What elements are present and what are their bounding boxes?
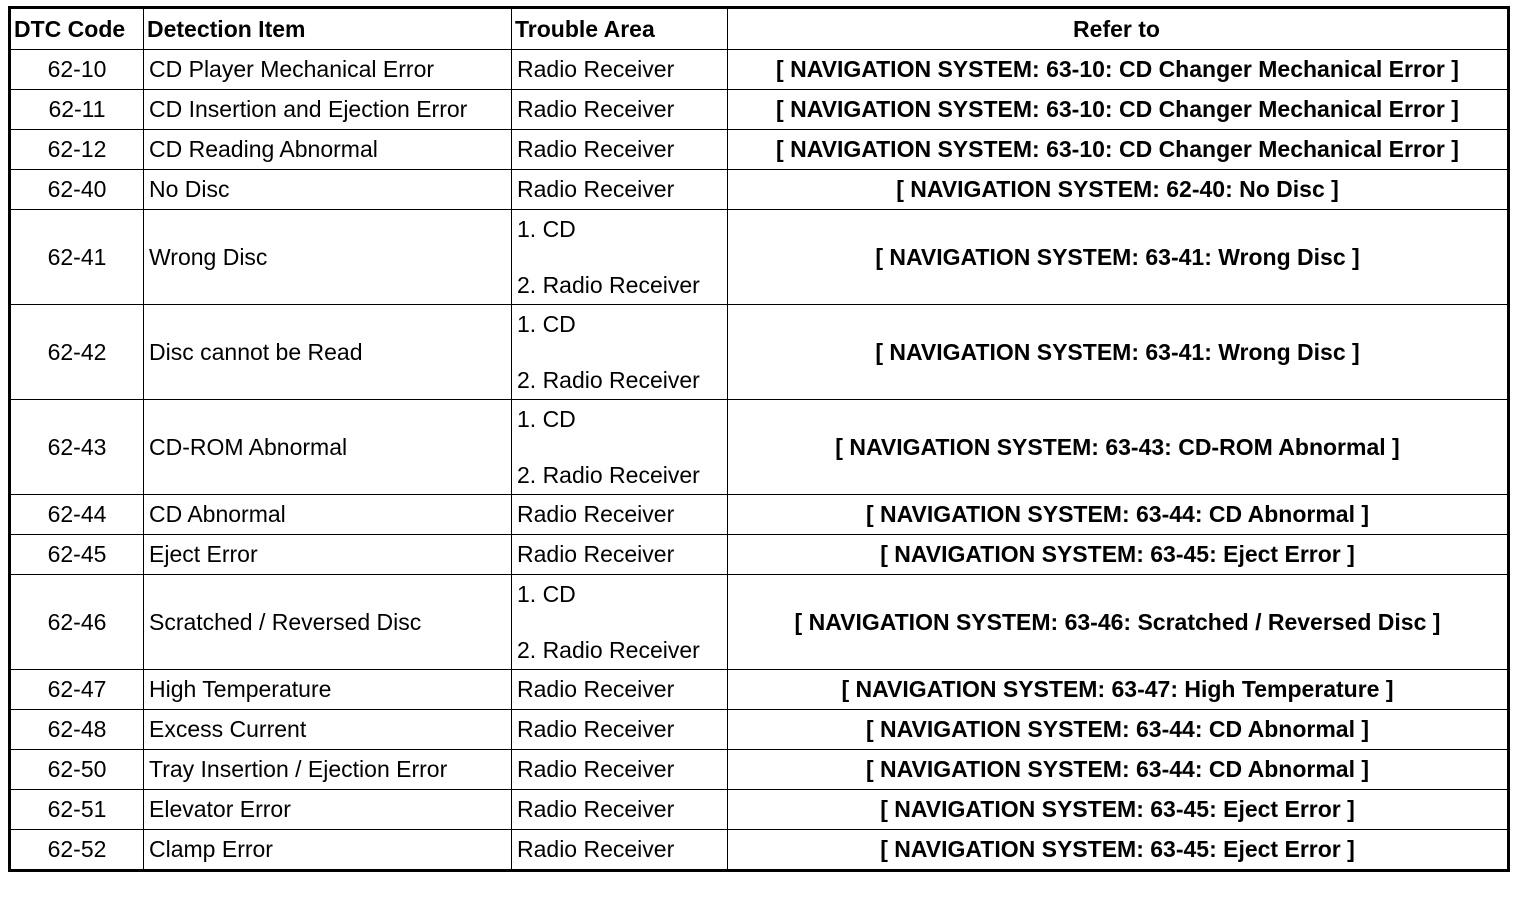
table-row — [10, 670, 1509, 710]
detection-item-cell: No Disc — [144, 170, 512, 210]
trouble-area-item: 1. CD — [517, 311, 576, 337]
dtc-code-cell: 62-10 — [10, 50, 144, 90]
table-row — [10, 710, 1509, 750]
detection-item-cell: High Temperature — [144, 670, 512, 710]
table-header-row — [10, 8, 1509, 50]
dtc-code-cell: 62-43 — [10, 400, 144, 495]
refer-to-cell: [ NAVIGATION SYSTEM: 63-46: Scratched / Reversed Disc ] — [728, 575, 1509, 670]
detection-item-cell: Elevator Error — [144, 790, 512, 830]
dtc-code-cell: 62-47 — [10, 670, 144, 710]
detection-item-cell: CD Abnormal — [144, 495, 512, 535]
trouble-area-cell: Radio Receiver — [512, 130, 728, 170]
trouble-area-item: 2. Radio Receiver — [517, 366, 700, 393]
dtc-table — [8, 6, 1510, 872]
dtc-code-cell: 62-46 — [10, 575, 144, 670]
trouble-area-cell: Radio Receiver — [512, 750, 728, 790]
trouble-area-cell — [512, 575, 728, 670]
table-body — [10, 50, 1509, 871]
header-refer-to: Refer to — [728, 8, 1509, 50]
header-dtc-code: DTC Code — [10, 8, 144, 50]
dtc-code-cell: 62-48 — [10, 710, 144, 750]
refer-to-cell: [ NAVIGATION SYSTEM: 63-44: CD Abnormal ] — [728, 495, 1509, 535]
table-row — [10, 130, 1509, 170]
table-row — [10, 830, 1509, 871]
trouble-area-list — [517, 581, 722, 663]
detection-item-cell: Excess Current — [144, 710, 512, 750]
refer-to-cell: [ NAVIGATION SYSTEM: 63-47: High Temperature ] — [728, 670, 1509, 710]
refer-to-cell: [ NAVIGATION SYSTEM: 63-10: CD Changer Mechanical Error ] — [728, 90, 1509, 130]
dtc-code-cell: 62-45 — [10, 535, 144, 575]
dtc-code-cell: 62-50 — [10, 750, 144, 790]
table-row — [10, 210, 1509, 305]
detection-item-cell: Eject Error — [144, 535, 512, 575]
trouble-area-cell — [512, 210, 728, 305]
dtc-code-cell: 62-11 — [10, 90, 144, 130]
table-row — [10, 305, 1509, 400]
refer-to-cell: [ NAVIGATION SYSTEM: 63-41: Wrong Disc ] — [728, 210, 1509, 305]
dtc-code-cell: 62-41 — [10, 210, 144, 305]
detection-item-cell: Tray Insertion / Ejection Error — [144, 750, 512, 790]
trouble-area-cell: Radio Receiver — [512, 535, 728, 575]
trouble-area-item: 2. Radio Receiver — [517, 271, 700, 298]
dtc-code-cell: 62-42 — [10, 305, 144, 400]
dtc-code-cell: 62-12 — [10, 130, 144, 170]
trouble-area-list — [517, 406, 722, 488]
detection-item-cell: Scratched / Reversed Disc — [144, 575, 512, 670]
detection-item-cell: CD Reading Abnormal — [144, 130, 512, 170]
table-row — [10, 170, 1509, 210]
trouble-area-cell: Radio Receiver — [512, 495, 728, 535]
trouble-area-cell: Radio Receiver — [512, 710, 728, 750]
detection-item-cell: CD Player Mechanical Error — [144, 50, 512, 90]
trouble-area-cell: Radio Receiver — [512, 830, 728, 871]
trouble-area-cell: Radio Receiver — [512, 170, 728, 210]
detection-item-cell: Wrong Disc — [144, 210, 512, 305]
header-detection-item: Detection Item — [144, 8, 512, 50]
trouble-area-cell: Radio Receiver — [512, 90, 728, 130]
refer-to-cell: [ NAVIGATION SYSTEM: 63-45: Eject Error ] — [728, 830, 1509, 871]
trouble-area-item: 2. Radio Receiver — [517, 636, 700, 663]
trouble-area-item: 2. Radio Receiver — [517, 461, 700, 488]
dtc-code-cell: 62-52 — [10, 830, 144, 871]
detection-item-cell: Disc cannot be Read — [144, 305, 512, 400]
table-row — [10, 400, 1509, 495]
refer-to-cell: [ NAVIGATION SYSTEM: 63-44: CD Abnormal ] — [728, 710, 1509, 750]
detection-item-cell: CD-ROM Abnormal — [144, 400, 512, 495]
trouble-area-cell: Radio Receiver — [512, 50, 728, 90]
table-row — [10, 495, 1509, 535]
refer-to-cell: [ NAVIGATION SYSTEM: 63-10: CD Changer Mechanical Error ] — [728, 50, 1509, 90]
table-row — [10, 750, 1509, 790]
dtc-code-cell: 62-44 — [10, 495, 144, 535]
trouble-area-item: 1. CD — [517, 581, 576, 607]
table-row — [10, 90, 1509, 130]
refer-to-cell: [ NAVIGATION SYSTEM: 63-41: Wrong Disc ] — [728, 305, 1509, 400]
refer-to-cell: [ NAVIGATION SYSTEM: 63-10: CD Changer Mechanical Error ] — [728, 130, 1509, 170]
table-row — [10, 535, 1509, 575]
detection-item-cell: Clamp Error — [144, 830, 512, 871]
trouble-area-item: 1. CD — [517, 216, 576, 242]
detection-item-cell: CD Insertion and Ejection Error — [144, 90, 512, 130]
table-row — [10, 575, 1509, 670]
refer-to-cell: [ NAVIGATION SYSTEM: 63-43: CD-ROM Abnormal ] — [728, 400, 1509, 495]
refer-to-cell: [ NAVIGATION SYSTEM: 62-40: No Disc ] — [728, 170, 1509, 210]
dtc-code-cell: 62-51 — [10, 790, 144, 830]
table-row — [10, 790, 1509, 830]
refer-to-cell: [ NAVIGATION SYSTEM: 63-45: Eject Error ] — [728, 790, 1509, 830]
trouble-area-cell — [512, 305, 728, 400]
trouble-area-item: 1. CD — [517, 406, 576, 432]
trouble-area-cell — [512, 400, 728, 495]
table-row — [10, 50, 1509, 90]
refer-to-cell: [ NAVIGATION SYSTEM: 63-45: Eject Error ] — [728, 535, 1509, 575]
trouble-area-cell: Radio Receiver — [512, 670, 728, 710]
refer-to-cell: [ NAVIGATION SYSTEM: 63-44: CD Abnormal ] — [728, 750, 1509, 790]
trouble-area-list — [517, 216, 722, 298]
trouble-area-cell: Radio Receiver — [512, 790, 728, 830]
dtc-code-cell: 62-40 — [10, 170, 144, 210]
header-trouble-area: Trouble Area — [512, 8, 728, 50]
trouble-area-list — [517, 311, 722, 393]
